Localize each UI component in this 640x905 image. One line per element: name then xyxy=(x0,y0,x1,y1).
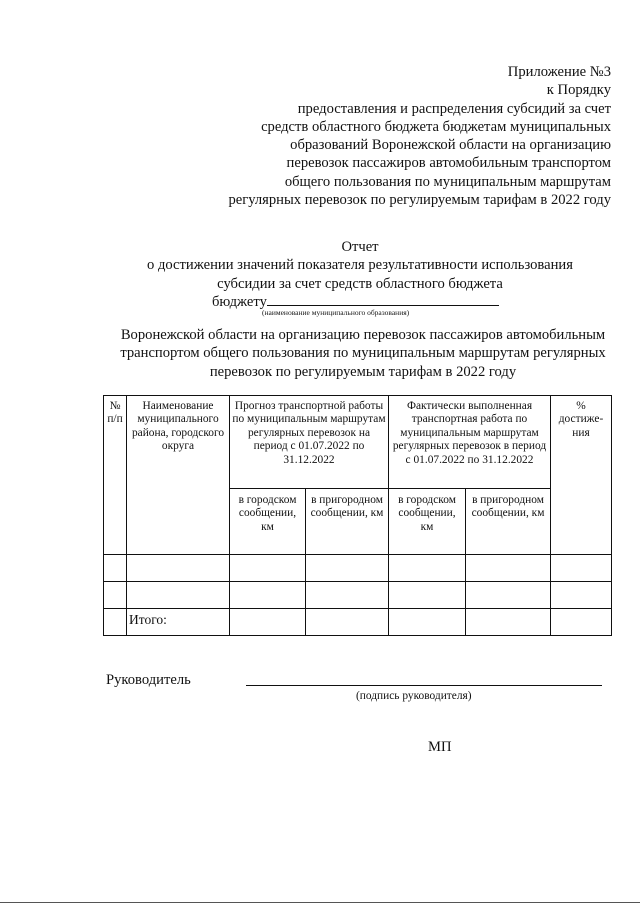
table-row xyxy=(104,555,612,582)
signature-note: (подпись руководителя) xyxy=(356,690,472,702)
table-cell xyxy=(389,582,466,609)
table-row xyxy=(104,582,612,609)
subheader-actual-suburban: в пригородном сообщении, км xyxy=(466,489,551,555)
appendix-line: Приложение №3 xyxy=(507,64,611,80)
table-cell xyxy=(306,555,389,582)
header-forecast: Прогноз транспортной работы по муниципальным маршрутам регулярных перевозок на период с 01.07.2022 по 31.12.2022 xyxy=(230,396,389,489)
table-cell xyxy=(466,555,551,582)
subheader-forecast-city: в городском сообщении, км xyxy=(230,489,306,555)
page-bottom-rule xyxy=(0,902,640,903)
header-name: Наименование муниципального района, городского округа xyxy=(127,396,230,555)
appendix-line: средств областного бюджета бюджетам муниципальных xyxy=(261,118,611,135)
budget-label: бюджету xyxy=(212,294,267,310)
budget-blank-line xyxy=(267,292,499,306)
appendix-line: регулярных перевозок по регулируемым тарифам в 2022 году xyxy=(228,192,611,209)
report-table xyxy=(103,395,612,636)
subheader-actual-city: в городском сообщении, км xyxy=(389,489,466,555)
table-cell xyxy=(551,609,612,636)
subheader-forecast-suburban: в пригородном сообщении, км xyxy=(306,489,389,555)
table-cell xyxy=(389,555,466,582)
table-total-row xyxy=(104,609,612,636)
table-cell xyxy=(104,609,127,636)
header-num: № п/п xyxy=(104,396,127,555)
table-cell xyxy=(551,555,612,582)
table-cell xyxy=(230,609,306,636)
total-label: Итого: xyxy=(127,609,230,636)
table-cell xyxy=(551,582,612,609)
table-cell xyxy=(466,609,551,636)
appendix-line: к Порядку xyxy=(546,82,611,99)
header-percent: % достиже-ния xyxy=(551,396,612,555)
report-heading xyxy=(110,238,610,293)
table-cell xyxy=(389,609,466,636)
budget-note: (наименование муниципального образования) xyxy=(262,308,410,317)
table-cell xyxy=(306,582,389,609)
report-subtitle-line1: о достижении значений показателя результативности использования xyxy=(147,257,573,274)
appendix-header xyxy=(191,63,611,209)
table-cell xyxy=(127,555,230,582)
signature-line xyxy=(246,685,602,686)
stamp-label: МП xyxy=(428,739,452,755)
header-actual: Фактически выполненная транспортная работа по муниципальным маршрутам регулярных перевозок в период с 01.07.2022 по 31.12.2022 xyxy=(389,396,551,489)
table-cell xyxy=(306,609,389,636)
report-purpose: Воронежской области на организацию перевозок пассажиров автомобильным транспортом общего пользования по муниципальным маршрутам регулярных перевозок по регулируемым тарифам в 2022 году xyxy=(120,327,606,380)
table-cell xyxy=(230,555,306,582)
table-cell xyxy=(104,555,127,582)
appendix-line: перевозок пассажиров автомобильным транспортом xyxy=(286,155,611,172)
table-header-row xyxy=(104,396,612,489)
table-cell xyxy=(104,582,127,609)
signature-label: Руководитель xyxy=(106,672,191,688)
report-title: Отчет xyxy=(341,239,379,255)
table-cell xyxy=(466,582,551,609)
appendix-line: предоставления и распределения субсидий за счет xyxy=(297,100,611,117)
appendix-line: образований Воронежской области на организацию xyxy=(290,137,611,154)
report-subtitle-line2: субсидии за счет средств областного бюджета xyxy=(217,275,503,292)
table-cell xyxy=(230,582,306,609)
appendix-line: общего пользования по муниципальным маршрутам xyxy=(284,173,611,190)
table-cell xyxy=(127,582,230,609)
